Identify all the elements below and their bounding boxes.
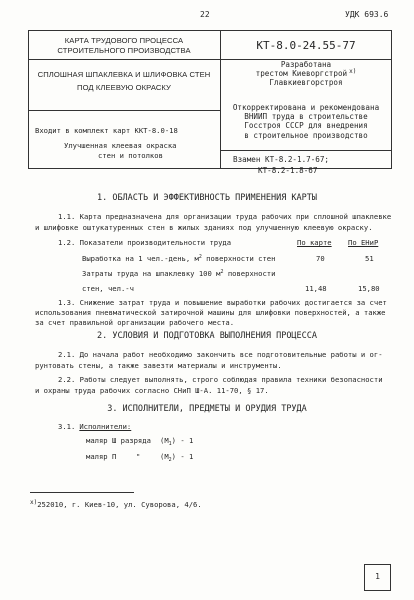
developer-line2 <box>220 70 392 78</box>
indicator-value-by-enir: 51 <box>365 254 374 263</box>
column-header-by-card: По карте <box>297 238 332 247</box>
paragraph-1-2: 1.2. Показатели производительности труда <box>58 238 232 247</box>
unit-exponent: 2 <box>198 254 202 260</box>
worker-code-index: 1 <box>168 441 172 447</box>
paragraph-1-1-line2: и шлифовке оштукатуренных стен в жилых зданиях под улучшенную клеевую окраску. <box>35 223 373 232</box>
indicator-label-text: поверхности <box>223 269 276 278</box>
approval-line3: Госстроя СССР для внедрения <box>244 121 368 130</box>
worker-code-letter: (М <box>160 436 169 445</box>
ditto-mark: " <box>136 452 141 461</box>
card-rule-top <box>28 59 392 60</box>
approval-line4: в строительное производство <box>244 131 368 140</box>
paragraph-2-2-line2: и охраны труда рабочих согласно СНиП Ш-А. 11-70, § 17. <box>35 386 269 395</box>
card-kind-line1: КАРТА ТРУДОВОГО ПРОЦЕССА <box>64 36 184 45</box>
page-number: 22 <box>200 10 210 19</box>
card-code: КТ-8.0-24.55-77 <box>256 39 356 52</box>
worker-code-index: 2 <box>168 457 172 463</box>
footnote <box>30 501 202 509</box>
replaces-line1: Взамен КТ-8.2-1.7-67; <box>233 155 330 164</box>
sheet-number: 1 <box>375 572 380 581</box>
card-rule-right <box>220 150 392 151</box>
paragraph-1-3-line3: за счет правильной организации рабочего места. <box>35 318 235 327</box>
paragraph-1-1-line1: 1.1. Карта предназначена для организации труда рабочих при сплошной шпаклевке <box>58 212 392 221</box>
developer-name: трестом Киеворгстрой <box>255 69 348 78</box>
column-header-by-enir: По ЕНиР <box>348 238 379 247</box>
paragraph-1-3-line1: 1.3. Снижение затрат труда и повышение выработки рабочих достигается за счет <box>58 298 387 307</box>
indicator-row-labor-label-line2: стен, чел.-ч <box>82 284 134 293</box>
section1-heading: 1. ОБЛАСТЬ И ЭФФЕКТИВНОСТЬ ПРИМЕНЕНИЯ КАРТЫ <box>96 193 318 203</box>
indicator-label-text: Затраты труда на шпаклевку 100 м <box>82 269 221 278</box>
paragraph-2-1-line1: 2.1. До начала работ необходимо закончить все подготовительные работы и ог- <box>58 350 383 359</box>
footnote-mark: x) <box>30 499 38 506</box>
indicator-value-by-enir: 15,80 <box>358 284 380 293</box>
indicator-value-by-card: 11,48 <box>305 284 327 293</box>
footnote-text: 252010, г. Киев-10, ул. Суворова, 4/6. <box>37 500 202 509</box>
card-title-line2: ПОД КЛЕЕВУЮ ОКРАСКУ <box>77 83 171 92</box>
worker-name: маляр Ш разряда <box>86 436 151 445</box>
card-set-line3: стен и потолков <box>98 151 163 160</box>
card-title-line1: СПЛОШНАЯ ШПАКЛЕВКА И ШЛИФОВКА СТЕН <box>37 70 211 79</box>
worker-code <box>160 436 194 447</box>
paragraph-1-3-line2: использования пневматической затирочной машины для шлифовки поверхностей, а также <box>35 308 386 317</box>
section3-heading: 3. ИСПОЛНИТЕЛИ, ПРЕДМЕТЫ И ОРУДИЯ ТРУДА <box>107 404 307 414</box>
indicator-row-output-label <box>82 255 275 262</box>
paragraph-number: 3.1. <box>58 422 76 431</box>
section2-heading: 2. УСЛОВИЯ И ПОДГОТОВКА ВЫПОЛНЕНИЯ ПРОЦЕССА <box>96 331 318 341</box>
paragraph-2-1-line2: рунтовать стены, а также завезти материалы и инструменты. <box>35 361 282 370</box>
indicator-value-by-card: 70 <box>316 254 325 263</box>
worker-name: маляр П <box>86 452 117 461</box>
indicator-label-text: поверхности стен <box>201 254 276 263</box>
approval-line1: Откорректирована и рекомендована <box>232 103 380 112</box>
card-kind-line2: СТРОИТЕЛЬНОГО ПРОИЗВОДСТВА <box>57 46 191 55</box>
footnote-mark: x) <box>349 68 357 75</box>
indicator-label-text: Выработка на 1 чел.-день, м <box>82 254 199 263</box>
worker-count: ) - 1 <box>171 436 194 445</box>
footnote-separator <box>30 492 134 493</box>
developer-line1: Разработана <box>280 60 332 69</box>
worker-code-letter: (М <box>160 452 169 461</box>
card-set-line2: Улучшенная клеевая окраска <box>64 141 177 150</box>
approval-line2: ВНИИП труда в строительстве <box>244 112 368 121</box>
developer-line3: Главкиевгорстроя <box>269 78 343 87</box>
replaces-line2: КТ-8.2-1.8-67 <box>258 166 318 175</box>
worker-count: ) - 1 <box>171 452 194 461</box>
paragraph-2-2-line1: 2.2. Работы следует выполнять, строго соблюдая правила техники безопасности <box>58 375 383 384</box>
unit-exponent: 2 <box>220 269 224 275</box>
udc-code: УДК 693.6 <box>345 10 389 19</box>
card-set-line1: Входит в комплект карт ККТ-8.0-18 <box>35 126 178 135</box>
indicator-row-labor-label <box>82 270 275 277</box>
performers-label: Исполнители: <box>79 422 132 431</box>
card-rule-left <box>28 110 220 111</box>
worker-code <box>160 452 194 463</box>
paragraph-3-1 <box>58 423 131 430</box>
